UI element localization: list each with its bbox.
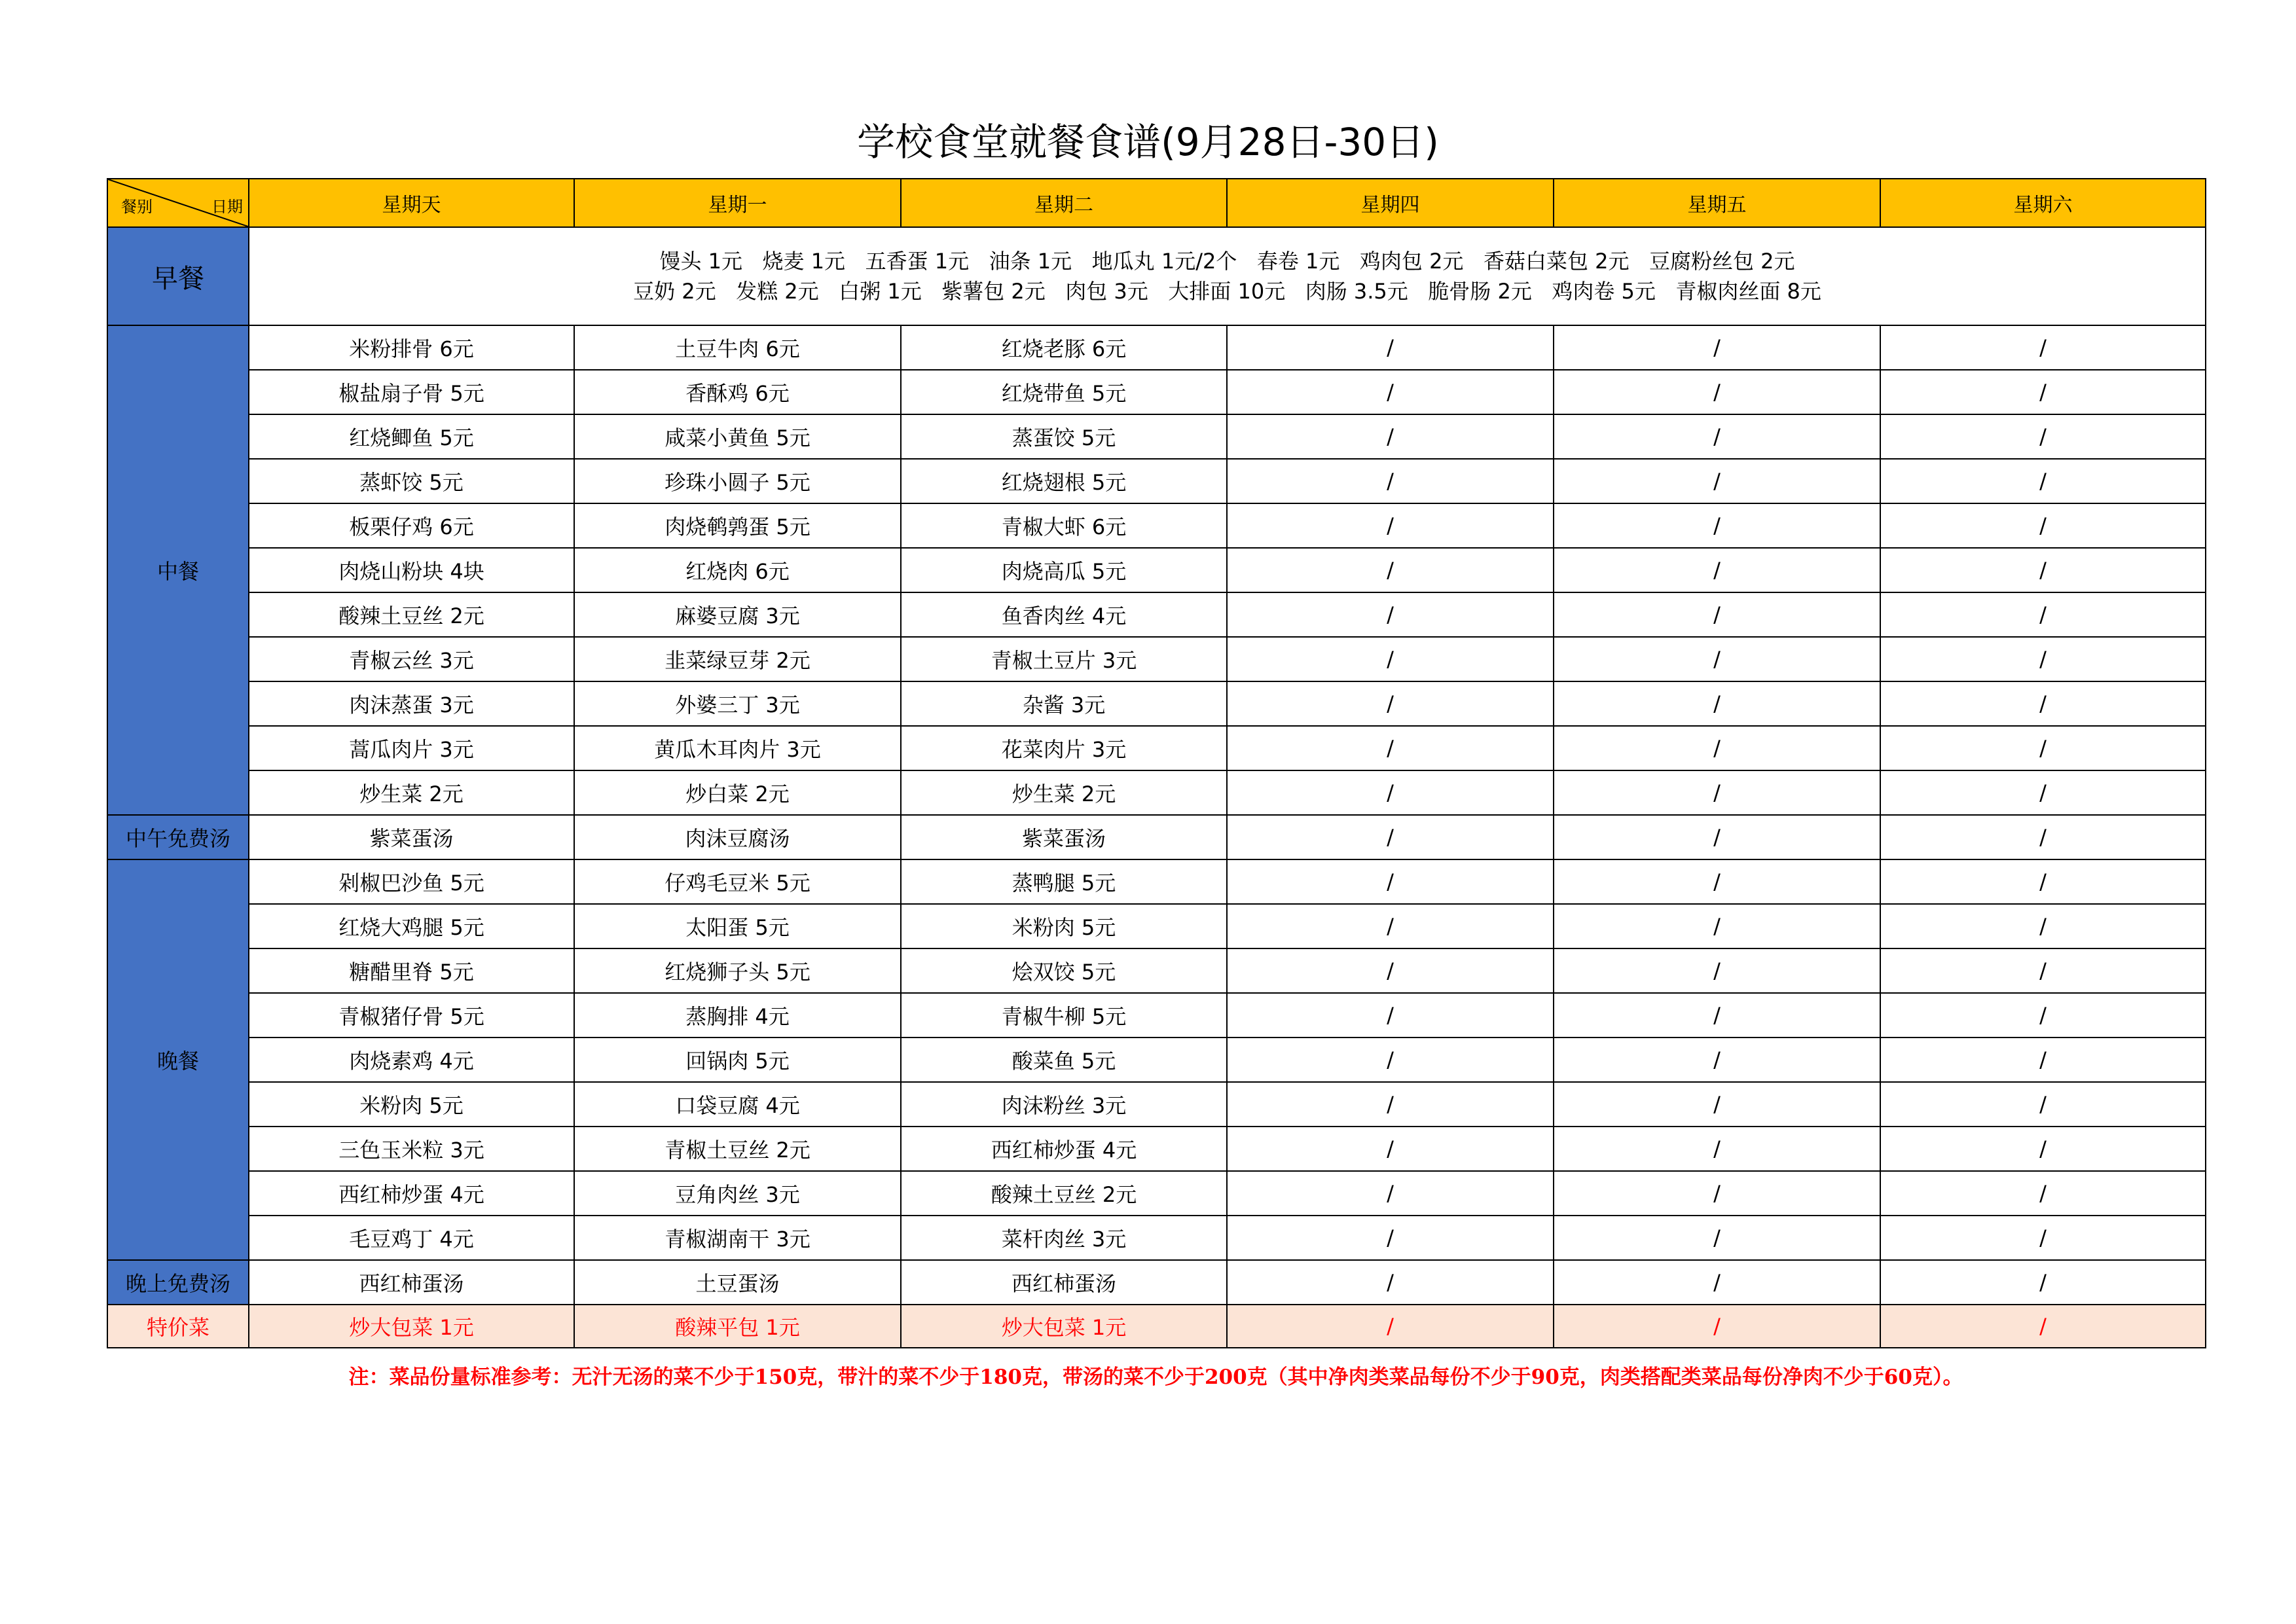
corner-cell [107, 179, 249, 227]
dish-cell: 青椒大虾 6元 [901, 503, 1227, 548]
dish-cell: / [1880, 1082, 2206, 1127]
menu-row [107, 1216, 2206, 1260]
dish-cell: 太阳蛋 5元 [574, 904, 901, 948]
dish-cell: 酸辣平包 1元 [574, 1305, 901, 1348]
lunch-soup-label: 中午免费汤 [107, 815, 249, 859]
lunch-soup-row [107, 815, 2206, 859]
dish-cell: 红烧鲫鱼 5元 [249, 414, 574, 459]
dish-cell: 韭菜绿豆芽 2元 [574, 637, 901, 681]
dish-cell: 西红柿蛋汤 [249, 1260, 574, 1305]
dish-cell: 蒸虾饺 5元 [249, 459, 574, 503]
dish-cell: / [1554, 370, 1880, 414]
dish-cell: / [1880, 993, 2206, 1038]
dish-cell: 土豆蛋汤 [574, 1260, 901, 1305]
dish-cell: / [1227, 1127, 1554, 1171]
dish-cell: 剁椒巴沙鱼 5元 [249, 859, 574, 904]
dish-cell: / [1554, 503, 1880, 548]
dish-cell: / [1880, 726, 2206, 770]
dish-cell: 仔鸡毛豆米 5元 [574, 859, 901, 904]
dish-cell: / [1227, 1260, 1554, 1305]
dish-cell: 豆角肉丝 3元 [574, 1171, 901, 1216]
dish-cell: 肉沫豆腐汤 [574, 815, 901, 859]
dish-cell: / [1227, 1038, 1554, 1082]
lunch-label: 中餐 [107, 325, 249, 815]
dish-cell: / [1554, 815, 1880, 859]
dish-cell: / [1227, 459, 1554, 503]
dish-cell: / [1880, 1171, 2206, 1216]
menu-row [107, 859, 2206, 904]
dish-cell: / [1227, 325, 1554, 370]
page-title: 学校食堂就餐食谱(9月28日-30日) [857, 120, 1439, 164]
dish-cell: / [1554, 1260, 1880, 1305]
dish-cell: / [1880, 637, 2206, 681]
dish-cell: 回锅肉 5元 [574, 1038, 901, 1082]
dish-cell: 炒生菜 2元 [249, 770, 574, 815]
dish-cell: / [1227, 1082, 1554, 1127]
dish-cell: 紫菜蛋汤 [249, 815, 574, 859]
breakfast-row [107, 227, 2206, 325]
dish-cell: / [1227, 370, 1554, 414]
dish-cell: 板栗仔鸡 6元 [249, 503, 574, 548]
dish-cell: 米粉肉 5元 [901, 904, 1227, 948]
dish-cell: 黄瓜木耳肉片 3元 [574, 726, 901, 770]
dish-cell: / [1227, 681, 1554, 726]
corner-meal-label: 餐别 [121, 198, 153, 216]
dish-cell: 西红柿炒蛋 4元 [249, 1171, 574, 1216]
dish-cell: / [1554, 1082, 1880, 1127]
dish-cell: / [1227, 548, 1554, 592]
dish-cell: 糖醋里脊 5元 [249, 948, 574, 993]
header-row [107, 179, 2206, 227]
dish-cell: / [1554, 904, 1880, 948]
dinner-soup-row [107, 1260, 2206, 1305]
dish-cell: 鱼香肉丝 4元 [901, 592, 1227, 637]
day-header: 星期六 [1880, 179, 2206, 227]
dish-cell: / [1880, 548, 2206, 592]
dish-cell: / [1554, 770, 1880, 815]
portion-note: 注：菜品份量标准参考：无汁无汤的菜不少于150克，带汁的菜不少于180克，带汤的菜不少于200克（其中净肉类菜品每份不少于90克，肉类搭配类菜品每份净肉不少于60克）。 [348, 1365, 1963, 1389]
dish-cell: / [1880, 1305, 2206, 1348]
menu-row [107, 770, 2206, 815]
dish-cell: / [1554, 414, 1880, 459]
dish-cell: / [1554, 1038, 1880, 1082]
dish-cell: 肉烧素鸡 4元 [249, 1038, 574, 1082]
dish-cell: 烩双饺 5元 [901, 948, 1227, 993]
dish-cell: / [1880, 815, 2206, 859]
menu-row [107, 1127, 2206, 1171]
dish-cell: / [1554, 592, 1880, 637]
dish-cell: 椒盐扇子骨 5元 [249, 370, 574, 414]
special-dish-label: 特价菜 [107, 1305, 249, 1348]
dish-cell: / [1554, 859, 1880, 904]
dish-cell: 蒸鸭腿 5元 [901, 859, 1227, 904]
dish-cell: 酸辣土豆丝 2元 [249, 592, 574, 637]
dish-cell: / [1554, 948, 1880, 993]
dish-cell: / [1554, 1127, 1880, 1171]
menu-row [107, 414, 2206, 459]
dish-cell: / [1227, 1171, 1554, 1216]
dish-cell: 肉沫粉丝 3元 [901, 1082, 1227, 1127]
menu-row [107, 637, 2206, 681]
menu-row [107, 325, 2206, 370]
dish-cell: / [1880, 1216, 2206, 1260]
day-header: 星期一 [574, 179, 901, 227]
day-header: 星期四 [1227, 179, 1554, 227]
dish-cell: 口袋豆腐 4元 [574, 1082, 901, 1127]
dish-cell: / [1227, 770, 1554, 815]
dish-cell: 炒白菜 2元 [574, 770, 901, 815]
dish-cell: / [1554, 637, 1880, 681]
dish-cell: 红烧肉 6元 [574, 548, 901, 592]
menu-row [107, 726, 2206, 770]
dish-cell: 炒大包菜 1元 [249, 1305, 574, 1348]
dish-cell: 青椒猪仔骨 5元 [249, 993, 574, 1038]
menu-row [107, 948, 2206, 993]
dish-cell: 青椒云丝 3元 [249, 637, 574, 681]
dish-cell: / [1554, 1305, 1880, 1348]
dish-cell: / [1227, 1216, 1554, 1260]
dish-cell: / [1554, 726, 1880, 770]
dish-cell: / [1880, 1038, 2206, 1082]
dish-cell: 红烧带鱼 5元 [901, 370, 1227, 414]
dish-cell: 肉烧高瓜 5元 [901, 548, 1227, 592]
dish-cell: / [1554, 681, 1880, 726]
dish-cell: / [1880, 592, 2206, 637]
dish-cell: 青椒土豆丝 2元 [574, 1127, 901, 1171]
special-dish-row [107, 1305, 2206, 1348]
dish-cell: 酸辣土豆丝 2元 [901, 1171, 1227, 1216]
dish-cell: / [1227, 1305, 1554, 1348]
dish-cell: 花菜肉片 3元 [901, 726, 1227, 770]
dish-cell: / [1880, 904, 2206, 948]
dish-cell: / [1880, 1127, 2206, 1171]
day-header: 星期五 [1554, 179, 1880, 227]
dish-cell: 肉烧鹌鹑蛋 5元 [574, 503, 901, 548]
dish-cell: 蒿瓜肉片 3元 [249, 726, 574, 770]
menu-row [107, 1082, 2206, 1127]
dish-cell: / [1227, 948, 1554, 993]
dish-cell: / [1880, 859, 2206, 904]
day-header: 星期天 [249, 179, 574, 227]
dish-cell: / [1227, 637, 1554, 681]
dinner-label: 晚餐 [107, 859, 249, 1260]
breakfast-items [249, 227, 2206, 325]
dish-cell: 紫菜蛋汤 [901, 815, 1227, 859]
dish-cell: / [1227, 859, 1554, 904]
menu-row [107, 904, 2206, 948]
dish-cell: 米粉肉 5元 [249, 1082, 574, 1127]
dish-cell: / [1554, 548, 1880, 592]
dish-cell: 麻婆豆腐 3元 [574, 592, 901, 637]
menu-row [107, 548, 2206, 592]
dish-cell: 西红柿蛋汤 [901, 1260, 1227, 1305]
dish-cell: 青椒牛柳 5元 [901, 993, 1227, 1038]
dish-cell: / [1880, 370, 2206, 414]
dish-cell: / [1880, 503, 2206, 548]
day-header: 星期二 [901, 179, 1227, 227]
menu-row [107, 459, 2206, 503]
dish-cell: 红烧大鸡腿 5元 [249, 904, 574, 948]
dish-cell: / [1880, 459, 2206, 503]
dish-cell: 香酥鸡 6元 [574, 370, 901, 414]
dish-cell: / [1554, 993, 1880, 1038]
dish-cell: 咸菜小黄鱼 5元 [574, 414, 901, 459]
dish-cell: / [1227, 993, 1554, 1038]
dish-cell: / [1880, 770, 2206, 815]
dish-cell: / [1880, 325, 2206, 370]
dish-cell: 珍珠小圆子 5元 [574, 459, 901, 503]
dinner-soup-label: 晚上免费汤 [107, 1260, 249, 1305]
dish-cell: / [1227, 904, 1554, 948]
dish-cell: / [1227, 414, 1554, 459]
breakfast-line-1: 馒头 1元 烧麦 1元 五香蛋 1元 油条 1元 地瓜丸 1元/2个 春卷 1元 鸡肉包 2元 香菇白菜包 2元 豆腐粉丝包 2元 [659, 249, 1795, 274]
dish-cell: 炒大包菜 1元 [901, 1305, 1227, 1348]
dish-cell: 外婆三丁 3元 [574, 681, 901, 726]
menu-row [107, 993, 2206, 1038]
breakfast-line-2: 豆奶 2元 发糕 2元 白粥 1元 紫薯包 2元 肉包 3元 大排面 10元 肉肠 3.5元 脆骨肠 2元 鸡肉卷 5元 青椒肉丝面 8元 [633, 279, 1821, 304]
dish-cell: 红烧狮子头 5元 [574, 948, 901, 993]
dish-cell: 蒸蛋饺 5元 [901, 414, 1227, 459]
dish-cell: 青椒土豆片 3元 [901, 637, 1227, 681]
menu-row [107, 503, 2206, 548]
dish-cell: / [1880, 1260, 2206, 1305]
dish-cell: 红烧翅根 5元 [901, 459, 1227, 503]
dish-cell: 青椒湖南干 3元 [574, 1216, 901, 1260]
dish-cell: 菜杆肉丝 3元 [901, 1216, 1227, 1260]
dish-cell: 毛豆鸡丁 4元 [249, 1216, 574, 1260]
dish-cell: / [1554, 1216, 1880, 1260]
dish-cell: 肉烧山粉块 4块 [249, 548, 574, 592]
menu-row [107, 592, 2206, 637]
dish-cell: / [1227, 592, 1554, 637]
dish-cell: / [1554, 1171, 1880, 1216]
dish-cell: 蒸胸排 4元 [574, 993, 901, 1038]
dish-cell: / [1880, 948, 2206, 993]
dish-cell: / [1880, 681, 2206, 726]
dish-cell: 米粉排骨 6元 [249, 325, 574, 370]
dish-cell: / [1227, 815, 1554, 859]
dish-cell: 三色玉米粒 3元 [249, 1127, 574, 1171]
menu-row [107, 681, 2206, 726]
dish-cell: 肉沫蒸蛋 3元 [249, 681, 574, 726]
dish-cell: 红烧老豚 6元 [901, 325, 1227, 370]
dish-cell: 炒生菜 2元 [901, 770, 1227, 815]
dish-cell: 酸菜鱼 5元 [901, 1038, 1227, 1082]
menu-table [107, 178, 2206, 1348]
menu-row [107, 1171, 2206, 1216]
menu-row [107, 370, 2206, 414]
menu-row [107, 1038, 2206, 1082]
dish-cell: 土豆牛肉 6元 [574, 325, 901, 370]
breakfast-label: 早餐 [107, 227, 249, 325]
dish-cell: / [1227, 503, 1554, 548]
dish-cell: 西红柿炒蛋 4元 [901, 1127, 1227, 1171]
corner-date-label: 日期 [211, 198, 243, 216]
dish-cell: / [1227, 726, 1554, 770]
dish-cell: / [1880, 414, 2206, 459]
dish-cell: / [1554, 459, 1880, 503]
dish-cell: / [1554, 325, 1880, 370]
dish-cell: 杂酱 3元 [901, 681, 1227, 726]
